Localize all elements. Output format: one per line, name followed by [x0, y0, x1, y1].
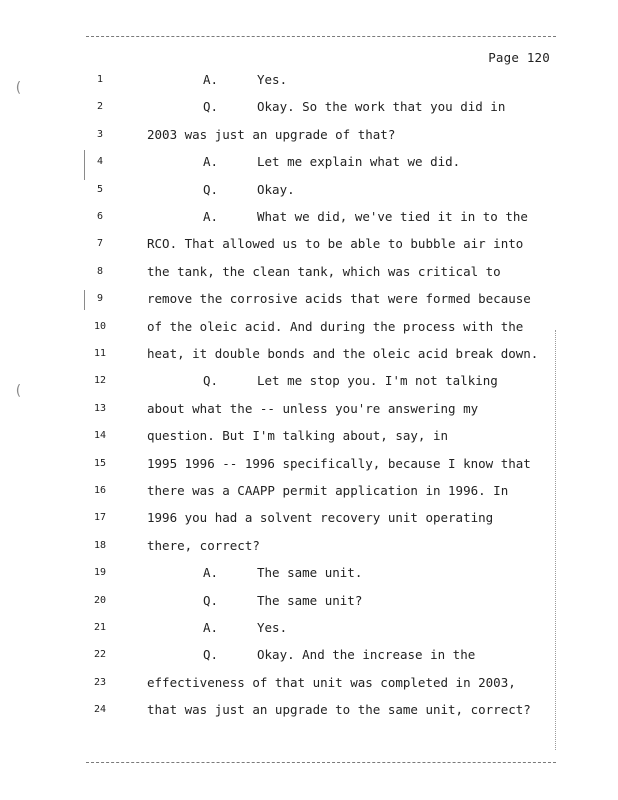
transcript-line	[0, 647, 618, 667]
line-number: 18	[93, 539, 107, 551]
transcript-line	[0, 538, 618, 558]
line-text: there was a CAAPP permit application in 1996. In	[147, 483, 509, 498]
transcript-line	[0, 264, 618, 284]
line-text: Okay. So the work that you did in	[257, 99, 506, 115]
line-number: 9	[96, 293, 104, 305]
transcript-line	[0, 620, 618, 640]
speaker-label: A.	[203, 209, 219, 224]
line-text: RCO. That allowed us to be able to bubble air into	[147, 236, 524, 252]
speaker-label: A.	[203, 72, 219, 87]
transcript-line	[0, 593, 618, 613]
transcript-line	[0, 483, 618, 503]
line-number: 7	[96, 238, 104, 250]
speaker-label: Q.	[203, 181, 219, 197]
line-number: 16	[93, 485, 107, 496]
speaker-label: A.	[203, 620, 219, 635]
line-text: Okay. And the increase in the	[257, 647, 476, 663]
line-number: 3	[96, 128, 104, 140]
transcript-line	[0, 675, 618, 695]
line-number: 20	[93, 594, 107, 606]
line-number: 21	[93, 622, 107, 633]
transcript-line	[0, 401, 618, 421]
line-text: the tank, the clean tank, which was critical to	[147, 263, 501, 279]
line-text: The same unit?	[257, 592, 363, 608]
line-number: 15	[93, 457, 107, 469]
line-number: 10	[93, 320, 107, 332]
line-number: 23	[93, 676, 107, 688]
transcript-line	[0, 99, 618, 119]
line-number: 14	[93, 430, 107, 442]
transcript-line	[0, 702, 618, 722]
transcript-line	[0, 510, 618, 530]
line-number: 17	[93, 512, 107, 524]
speaker-label: Q.	[203, 592, 219, 608]
speaker-label: Q.	[203, 99, 219, 115]
transcript-line	[0, 182, 618, 202]
speaker-label: A.	[203, 565, 219, 581]
line-number: 12	[93, 375, 107, 387]
line-text: Let me stop you. I'm not talking	[257, 373, 498, 389]
transcript-line	[0, 319, 618, 339]
line-text: Okay.	[257, 181, 295, 197]
line-text: Yes.	[257, 620, 288, 635]
page-number: Page 120	[488, 50, 550, 65]
transcript-line	[0, 236, 618, 256]
line-text: 1995 1996 -- 1996 specifically, because I know that	[147, 455, 531, 471]
transcript-line	[0, 291, 618, 311]
line-number: 11	[93, 348, 107, 359]
line-number: 1	[96, 74, 104, 85]
line-text: 2003 was just an upgrade of that?	[147, 126, 396, 142]
line-number: 22	[93, 649, 107, 661]
line-text: 1996 you had a solvent recovery unit operating	[147, 510, 494, 526]
line-text: Let me explain what we did.	[257, 154, 461, 170]
transcript-line	[0, 428, 618, 448]
line-number: 19	[93, 567, 107, 579]
transcript-line	[0, 346, 618, 366]
line-text: effectiveness of that unit was completed in 2003,	[147, 674, 516, 690]
header-rule	[86, 36, 556, 37]
line-text: Yes.	[257, 72, 288, 87]
line-number: 13	[93, 402, 107, 414]
line-text: heat, it double bonds and the oleic acid break down.	[147, 346, 539, 361]
transcript-line	[0, 565, 618, 585]
footer-rule	[86, 762, 556, 763]
line-number: 24	[93, 704, 107, 716]
margin-mark: (	[14, 80, 23, 96]
transcript-line	[0, 456, 618, 476]
line-text: that was just an upgrade to the same unit, correct?	[147, 702, 531, 718]
line-text: The same unit.	[257, 565, 363, 581]
line-number: 2	[96, 101, 104, 113]
speaker-label: Q.	[203, 373, 219, 389]
speaker-label: Q.	[203, 647, 219, 663]
margin-mark: (	[14, 383, 23, 399]
line-text: remove the corrosive acids that were formed because	[147, 291, 531, 307]
line-text: about what the -- unless you're answering my	[147, 400, 479, 416]
line-text: question. But I'm talking about, say, in	[147, 428, 449, 444]
speaker-label: A.	[203, 154, 219, 170]
line-text: What we did, we've tied it in to the	[257, 209, 528, 224]
transcript-line	[0, 127, 618, 147]
transcript-line	[0, 373, 618, 393]
line-number: 8	[96, 265, 104, 277]
line-number: 4	[96, 156, 104, 168]
transcript-line	[0, 154, 618, 174]
transcript-line	[0, 209, 618, 229]
line-text: there, correct?	[147, 537, 260, 553]
line-text: of the oleic acid. And during the process with the	[147, 318, 524, 334]
line-number: 5	[96, 183, 104, 195]
transcript-line	[0, 72, 618, 92]
line-number: 6	[96, 211, 104, 222]
